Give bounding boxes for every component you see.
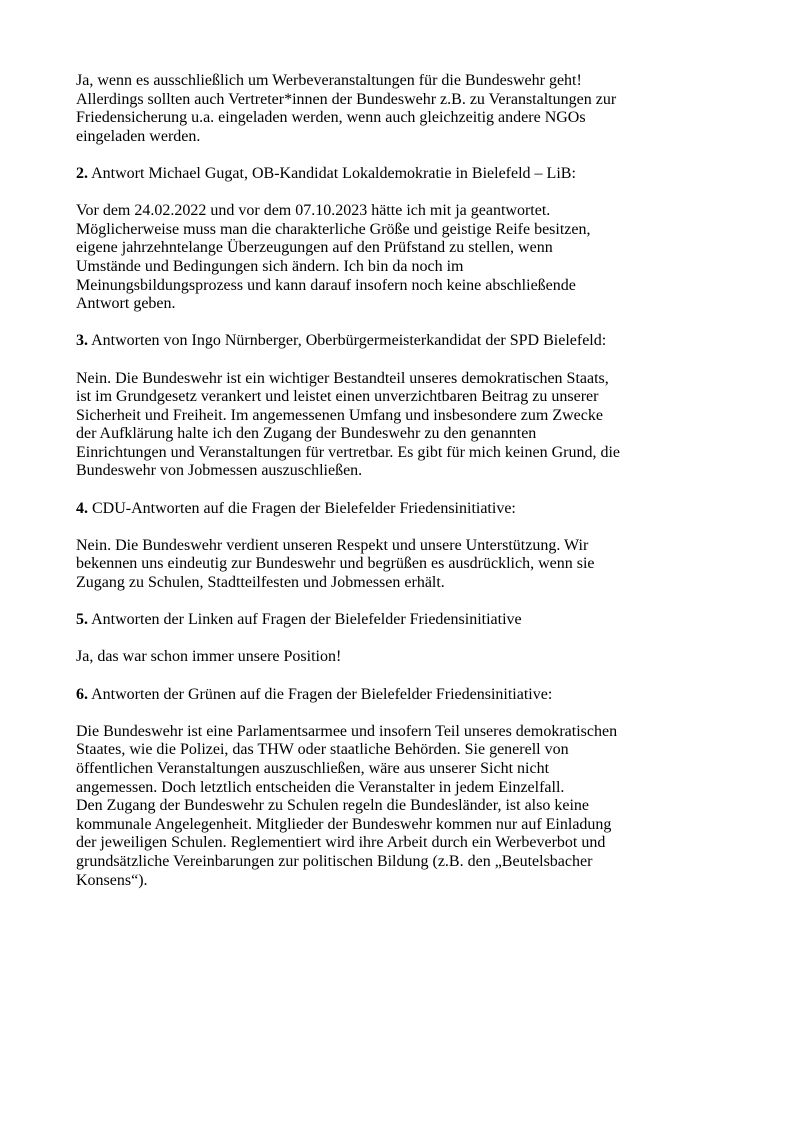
paragraph-line: angemessen. Doch letztlich entscheiden die Veranstalter in jedem Einzelfall. xyxy=(76,778,565,796)
section-answer-6 xyxy=(76,723,726,890)
section-heading-3 xyxy=(76,332,726,351)
paragraph-line: Konsens“). xyxy=(76,871,148,889)
paragraph-line: Ja, das war schon immer unsere Position! xyxy=(76,648,342,666)
section-heading-6 xyxy=(76,686,726,705)
paragraph-line: Einrichtungen und Veranstaltungen für vertretbar. Es gibt für mich keinen Grund, die xyxy=(76,443,620,461)
section-heading-text: Antworten von Ingo Nürnberger, Oberbürgermeisterkandidat der SPD Bielefeld: xyxy=(88,332,607,350)
section-heading-text: CDU-Antworten auf die Fragen der Bielefelder Friedensinitiative: xyxy=(88,499,516,517)
section-number: 3. xyxy=(76,332,88,350)
paragraph-line: der jeweiligen Schulen. Reglementiert wird ihre Arbeit durch ein Werbeverbot und xyxy=(76,834,606,852)
section-number: 4. xyxy=(76,499,88,517)
paragraph-line: Sicherheit und Freiheit. Im angemessenen Umfang und insbesondere zum Zwecke xyxy=(76,406,603,424)
paragraph-line: Vor dem 24.02.2022 und vor dem 07.10.2023 hätte ich mit ja geantwortet. xyxy=(76,202,551,220)
paragraph-line: Meinungsbildungsprozess und kann darauf insofern noch keine abschließende xyxy=(76,276,576,294)
paragraph-line: Den Zugang der Bundeswehr zu Schulen regeln die Bundesländer, ist also keine xyxy=(76,797,589,815)
section-heading-5 xyxy=(76,611,726,630)
paragraph-line: Zugang zu Schulen, Stadtteilfesten und Jobmessen erhält. xyxy=(76,574,445,592)
section-heading-2 xyxy=(76,165,726,184)
intro-paragraph xyxy=(76,72,726,146)
section-answer-3 xyxy=(76,370,726,482)
paragraph-line: Umstände und Bedingungen sich ändern. Ich bin da noch im xyxy=(76,257,464,275)
paragraph-line: Ja, wenn es ausschließlich um Werbeveranstaltungen für die Bundeswehr geht! xyxy=(76,72,582,89)
paragraph-line: ist im Grundgesetz verankert und leistet einen unverzichtbaren Beitrag zu unserer xyxy=(76,388,599,406)
paragraph-line: Möglicherweise muss man die charakterliche Größe und geistige Reife besitzen, xyxy=(76,220,591,238)
section-number: 2. xyxy=(76,164,88,182)
paragraph-line: grundsätzliche Vereinbarungen zur politischen Bildung (z.B. den „Beutelsbacher xyxy=(76,852,593,870)
paragraph-line: eigene jahrzehntelange Überzeugungen auf den Prüfstand zu stellen, wenn xyxy=(76,239,553,257)
document-body xyxy=(76,72,726,909)
section-number: 5. xyxy=(76,611,88,629)
section-answer-5 xyxy=(76,648,726,667)
paragraph-line: Die Bundeswehr ist eine Parlamentsarmee und insofern Teil unseres demokratischen xyxy=(76,722,618,740)
section-heading-text: Antworten der Linken auf Fragen der Bielefelder Friedensinitiative xyxy=(88,611,522,629)
paragraph-line: der Aufklärung halte ich den Zugang der Bundeswehr zu den genannten xyxy=(76,425,537,443)
section-number: 6. xyxy=(76,685,88,703)
paragraph-line: Nein. Die Bundeswehr ist ein wichtiger Bestandteil unseres demokratischen Staats, xyxy=(76,369,609,387)
paragraph-line: öffentlichen Veranstaltungen auszuschließen, wäre aus unserer Sicht nicht xyxy=(76,759,550,777)
paragraph-line: Bundeswehr von Jobmessen auszuschließen. xyxy=(76,462,363,480)
paragraph-line: Allerdings sollten auch Vertreter*innen der Bundeswehr z.B. zu Veranstaltungen zur xyxy=(76,90,617,108)
paragraph-line: eingeladen werden. xyxy=(76,127,201,145)
paragraph-line: bekennen uns eindeutig zur Bundeswehr und begrüßen es ausdrücklich, wenn sie xyxy=(76,555,595,573)
paragraph-line: Friedensicherung u.a. eingeladen werden, wenn auch gleichzeitig andere NGOs xyxy=(76,109,586,127)
section-heading-text: Antwort Michael Gugat, OB-Kandidat Lokaldemokratie in Bielefeld – LiB: xyxy=(88,164,576,182)
section-answer-2 xyxy=(76,202,726,314)
paragraph-line: kommunale Angelegenheit. Mitglieder der Bundeswehr kommen nur auf Einladung xyxy=(76,815,612,833)
section-answer-4 xyxy=(76,537,726,593)
section-heading-text: Antworten der Grünen auf die Fragen der Bielefelder Friedensinitiative: xyxy=(88,685,553,703)
section-heading-4 xyxy=(76,500,726,519)
paragraph-line: Staates, wie die Polizei, das THW oder staatliche Behörden. Sie generell von xyxy=(76,741,569,759)
paragraph-line: Nein. Die Bundeswehr verdient unseren Respekt und unsere Unterstützung. Wir xyxy=(76,536,589,554)
paragraph-line: Antwort geben. xyxy=(76,295,176,313)
